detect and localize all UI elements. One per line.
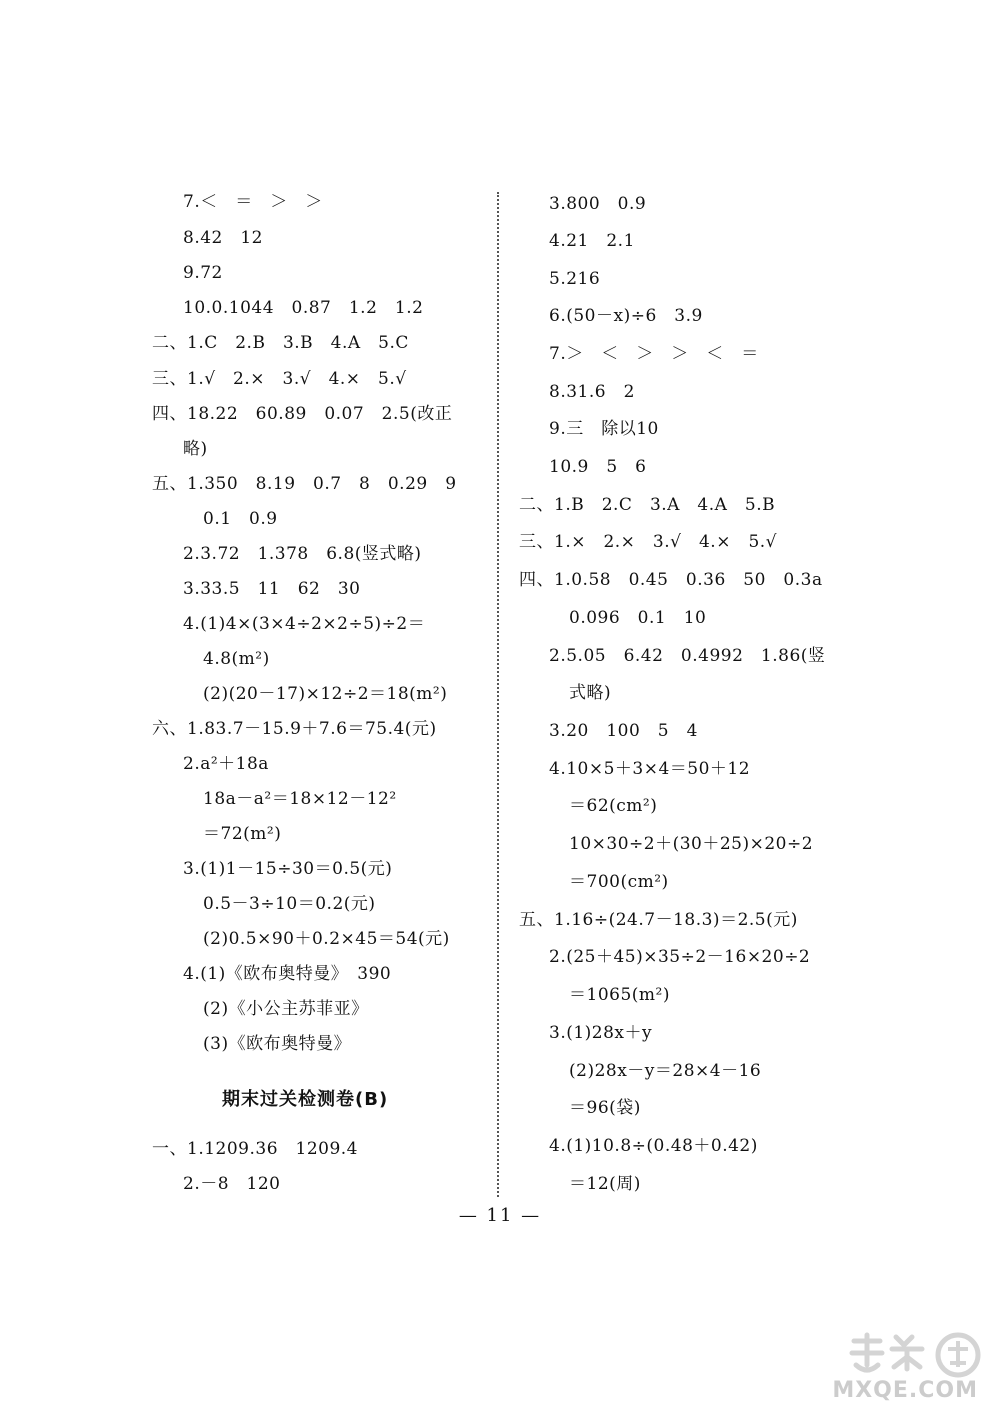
answer-line: 4.(1)《欧布奥特曼》 390 xyxy=(183,964,392,984)
answer-line: 2.5.05 6.42 0.4992 1.86(竖 xyxy=(549,646,826,666)
answer-line: (3)《欧布奥特曼》 xyxy=(203,1034,352,1054)
answer-line: 2.－8 120 xyxy=(183,1174,281,1194)
answer-line: 三、1.√ 2.× 3.√ 4.× 5.√ xyxy=(152,369,407,389)
answer-line: 略) xyxy=(183,439,208,459)
answer-line: 五、1.16÷(24.7－18.3)＝2.5(元) xyxy=(519,910,798,930)
answer-line: 4.10×5＋3×4＝50＋12 xyxy=(549,759,751,779)
page-number: — 11 — xyxy=(458,1205,542,1226)
answer-line: 4.21 2.1 xyxy=(549,231,635,251)
answer-line: ＝700(cm²) xyxy=(569,872,669,892)
answer-line: 10.0.1044 0.87 1.2 1.2 xyxy=(183,298,424,318)
answer-line: 3.(1)28x＋y xyxy=(549,1023,653,1043)
answer-line: 10.9 5 6 xyxy=(549,457,647,477)
answer-line: 5.216 xyxy=(549,269,601,289)
answer-line: 7.＞ ＜ ＞ ＞ ＜ ＝ xyxy=(549,344,759,364)
answer-line: 式略) xyxy=(569,683,612,703)
answer-line: 3.20 100 5 4 xyxy=(549,721,698,741)
answer-line: 0.1 0.9 xyxy=(203,509,278,529)
answer-line: (2)0.5×90＋0.2×45＝54(元) xyxy=(203,929,450,949)
answer-line: 二、1.B 2.C 3.A 4.A 5.B xyxy=(519,495,776,515)
answer-line: 3.800 0.9 xyxy=(549,194,647,214)
answer-line: 二、1.C 2.B 3.B 4.A 5.C xyxy=(152,333,409,353)
answer-line: (2)28x－y＝28×4－16 xyxy=(569,1061,762,1081)
answer-line: 五、1.350 8.19 0.7 8 0.29 9 xyxy=(152,474,457,494)
answer-line: 2.(25＋45)×35÷2－16×20÷2 xyxy=(549,947,811,967)
answer-line: 0.5－3÷10＝0.2(元) xyxy=(203,894,376,914)
answer-line: ＝96(袋) xyxy=(569,1098,641,1118)
answer-line: 9.三 除以10 xyxy=(549,419,659,439)
answer-line: (2)《小公主苏菲亚》 xyxy=(203,999,369,1019)
section-title: 期末过关检测卷(B) xyxy=(222,1089,389,1110)
answer-line: 2.3.72 1.378 6.8(竖式略) xyxy=(183,544,422,564)
answer-line: ＝62(cm²) xyxy=(569,796,658,816)
answer-line: 四、18.22 60.89 0.07 2.5(改正 xyxy=(152,404,453,424)
answer-line: (2)(20－17)×12÷2＝18(m²) xyxy=(203,684,448,704)
answer-line: ＝72(m²) xyxy=(203,824,282,844)
answer-line: 9.72 xyxy=(183,263,223,283)
answer-line: 三、1.× 2.× 3.√ 4.× 5.√ xyxy=(519,532,777,552)
watermark-text: MXQE.COM xyxy=(832,1378,978,1403)
answer-line: 四、1.0.58 0.45 0.36 50 0.3a xyxy=(519,570,823,590)
answer-line: ＝12(周) xyxy=(569,1174,641,1194)
answer-line: 18a－a²＝18×12－12² xyxy=(203,789,397,809)
answer-line: 3.(1)1－15÷30＝0.5(元) xyxy=(183,859,393,879)
answer-line: 4.(1)10.8÷(0.48＋0.42) xyxy=(549,1136,758,1156)
column-divider xyxy=(497,192,499,1197)
answer-line: 10×30÷2＋(30＋25)×20÷2 xyxy=(569,834,814,854)
answer-line: 8.31.6 2 xyxy=(549,382,635,402)
answer-line: 4.8(m²) xyxy=(203,649,270,669)
answer-line: 7.＜ ＝ ＞ ＞ xyxy=(183,192,323,212)
answer-line: 2.a²＋18a xyxy=(183,754,269,774)
answer-line: 0.096 0.1 10 xyxy=(569,608,707,628)
answer-line: ＝1065(m²) xyxy=(569,985,670,1005)
answer-line: 六、1.83.7－15.9＋7.6＝75.4(元) xyxy=(152,719,437,739)
answer-line: 3.33.5 11 62 30 xyxy=(183,579,361,599)
answer-line: 一、1.1209.36 1209.4 xyxy=(152,1139,359,1159)
answer-line: 4.(1)4×(3×4÷2×2÷5)÷2＝ xyxy=(183,614,426,634)
answer-line: 6.(50－x)÷6 3.9 xyxy=(549,306,703,326)
answer-line: 8.42 12 xyxy=(183,228,263,248)
